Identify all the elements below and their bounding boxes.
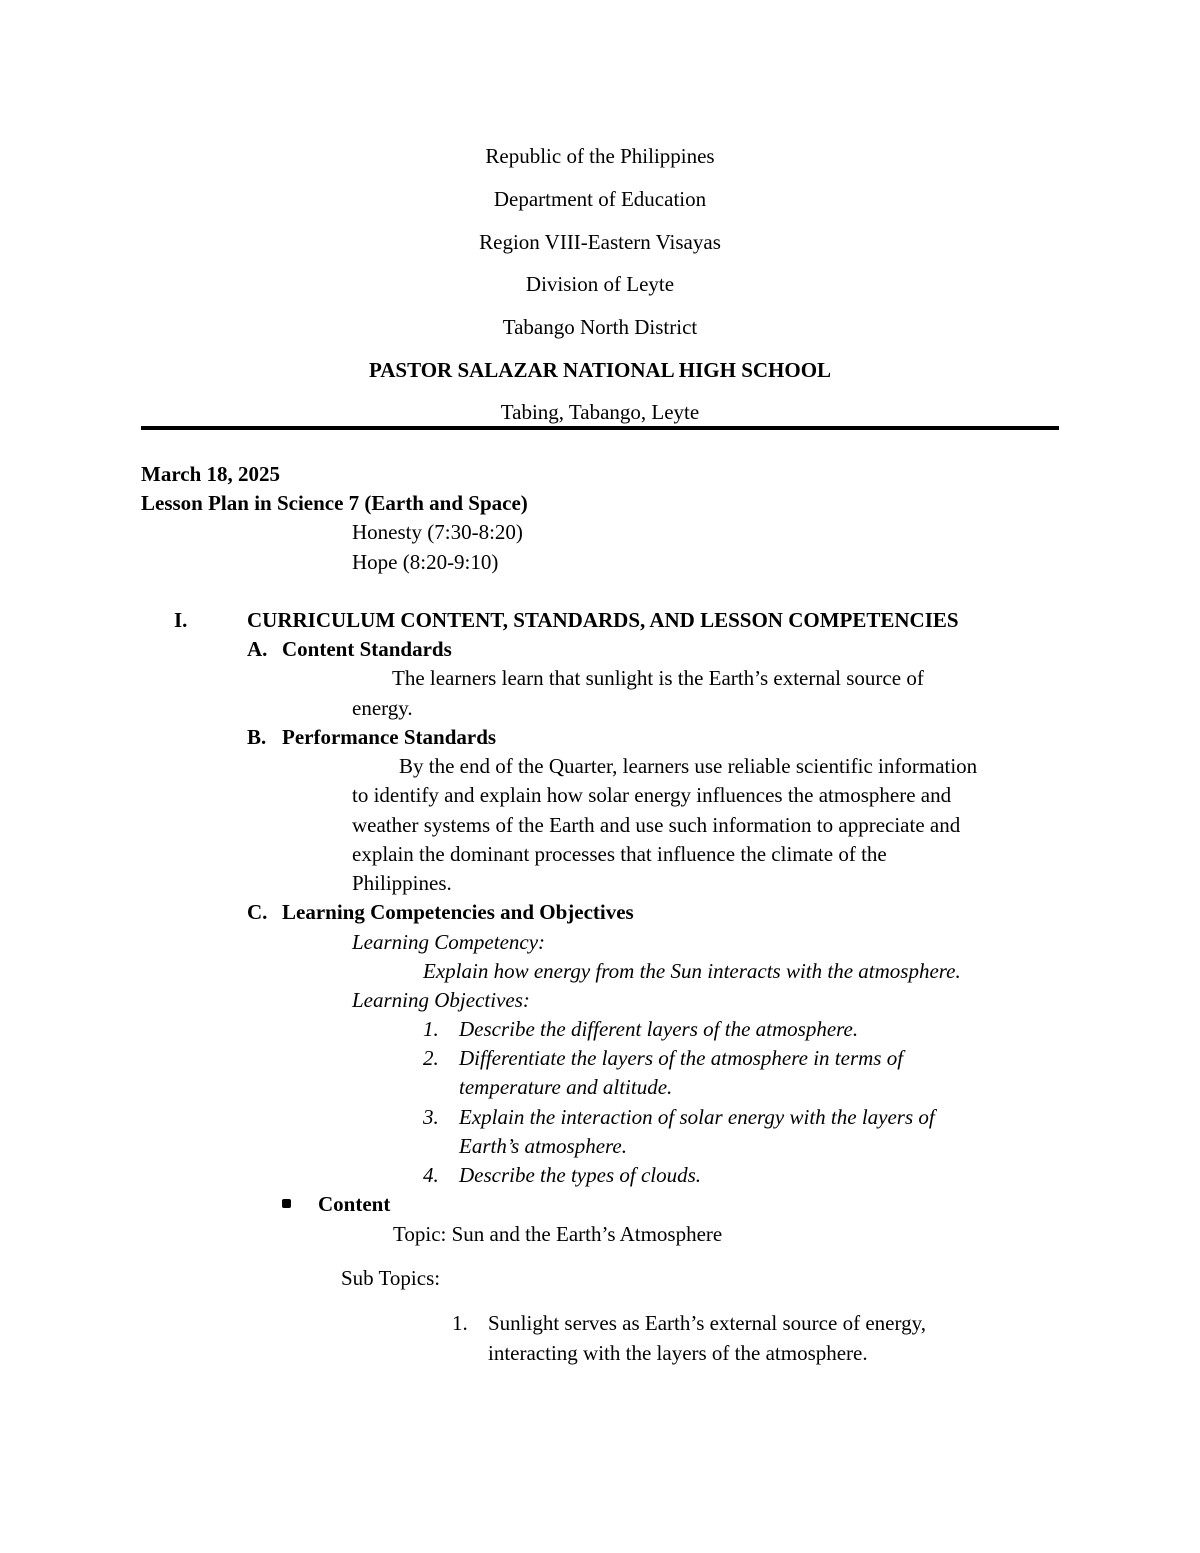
subtopics-label: Sub Topics: xyxy=(341,1266,441,1290)
header-department: Department of Education xyxy=(493,187,707,211)
objective-text: Differentiate the layers of the atmosphere in terms of xyxy=(459,1046,904,1070)
competency-label: Learning Competency: xyxy=(352,930,546,954)
header-divider xyxy=(141,426,1059,430)
bullet-icon xyxy=(282,1199,291,1208)
objectives-label: Learning Objectives: xyxy=(352,988,530,1012)
lesson-date: March 18, 2025 xyxy=(141,462,281,486)
competency-text: Explain how energy from the Sun interacts with the atmosphere. xyxy=(423,959,961,983)
subtopic-text: Sunlight serves as Earth’s external source of energy, xyxy=(488,1311,926,1335)
content-standards-text: energy. xyxy=(352,696,413,720)
lesson-title: Lesson Plan in Science 7 (Earth and Space) xyxy=(141,491,528,515)
objective-number: 3. xyxy=(423,1105,439,1129)
performance-standards-text: Philippines. xyxy=(352,871,452,895)
performance-standards-text: to identify and explain how solar energy influences the atmosphere and xyxy=(352,783,952,807)
header-republic: Republic of the Philippines xyxy=(485,144,715,168)
objective-number: 1. xyxy=(423,1017,439,1041)
objective-text: Earth’s atmosphere. xyxy=(459,1134,627,1158)
content-standards-heading: Content Standards xyxy=(282,637,452,661)
subtopic-text: interacting with the layers of the atmosphere. xyxy=(488,1341,868,1365)
subsection-letter: A. xyxy=(247,637,268,661)
competencies-heading: Learning Competencies and Objectives xyxy=(282,900,634,924)
objective-text: Describe the different layers of the atmosphere. xyxy=(459,1017,859,1041)
subsection-letter: B. xyxy=(247,725,267,749)
objective-text: temperature and altitude. xyxy=(459,1075,673,1099)
objective-number: 2. xyxy=(423,1046,439,1070)
subtopic-number: 1. xyxy=(452,1311,468,1335)
content-standards-text: The learners learn that sunlight is the Earth’s external source of xyxy=(392,666,924,690)
header-address: Tabing, Tabango, Leyte xyxy=(500,400,700,424)
part-numeral: I. xyxy=(174,608,188,632)
performance-standards-heading: Performance Standards xyxy=(282,725,497,749)
topic-text: Topic: Sun and the Earth’s Atmosphere xyxy=(393,1222,723,1246)
objective-text: Explain the interaction of solar energy with the layers of xyxy=(459,1105,935,1129)
performance-standards-text: explain the dominant processes that influence the climate of the xyxy=(352,842,887,866)
section-schedule: Honesty (7:30-8:20) xyxy=(352,520,523,544)
part-heading: CURRICULUM CONTENT, STANDARDS, AND LESSON COMPETENCIES xyxy=(247,608,959,632)
content-heading: Content xyxy=(318,1192,391,1216)
objective-number: 4. xyxy=(423,1163,439,1187)
section-schedule: Hope (8:20-9:10) xyxy=(352,550,499,574)
performance-standards-text: By the end of the Quarter, learners use reliable scientific information xyxy=(399,754,978,778)
performance-standards-text: weather systems of the Earth and use such information to appreciate and xyxy=(352,813,961,837)
header-district: Tabango North District xyxy=(502,315,698,339)
header-school-name: PASTOR SALAZAR NATIONAL HIGH SCHOOL xyxy=(368,358,832,382)
objective-text: Describe the types of clouds. xyxy=(459,1163,702,1187)
header-division: Division of Leyte xyxy=(525,272,675,296)
header-region: Region VIII-Eastern Visayas xyxy=(479,230,721,254)
subsection-letter: C. xyxy=(247,900,268,924)
